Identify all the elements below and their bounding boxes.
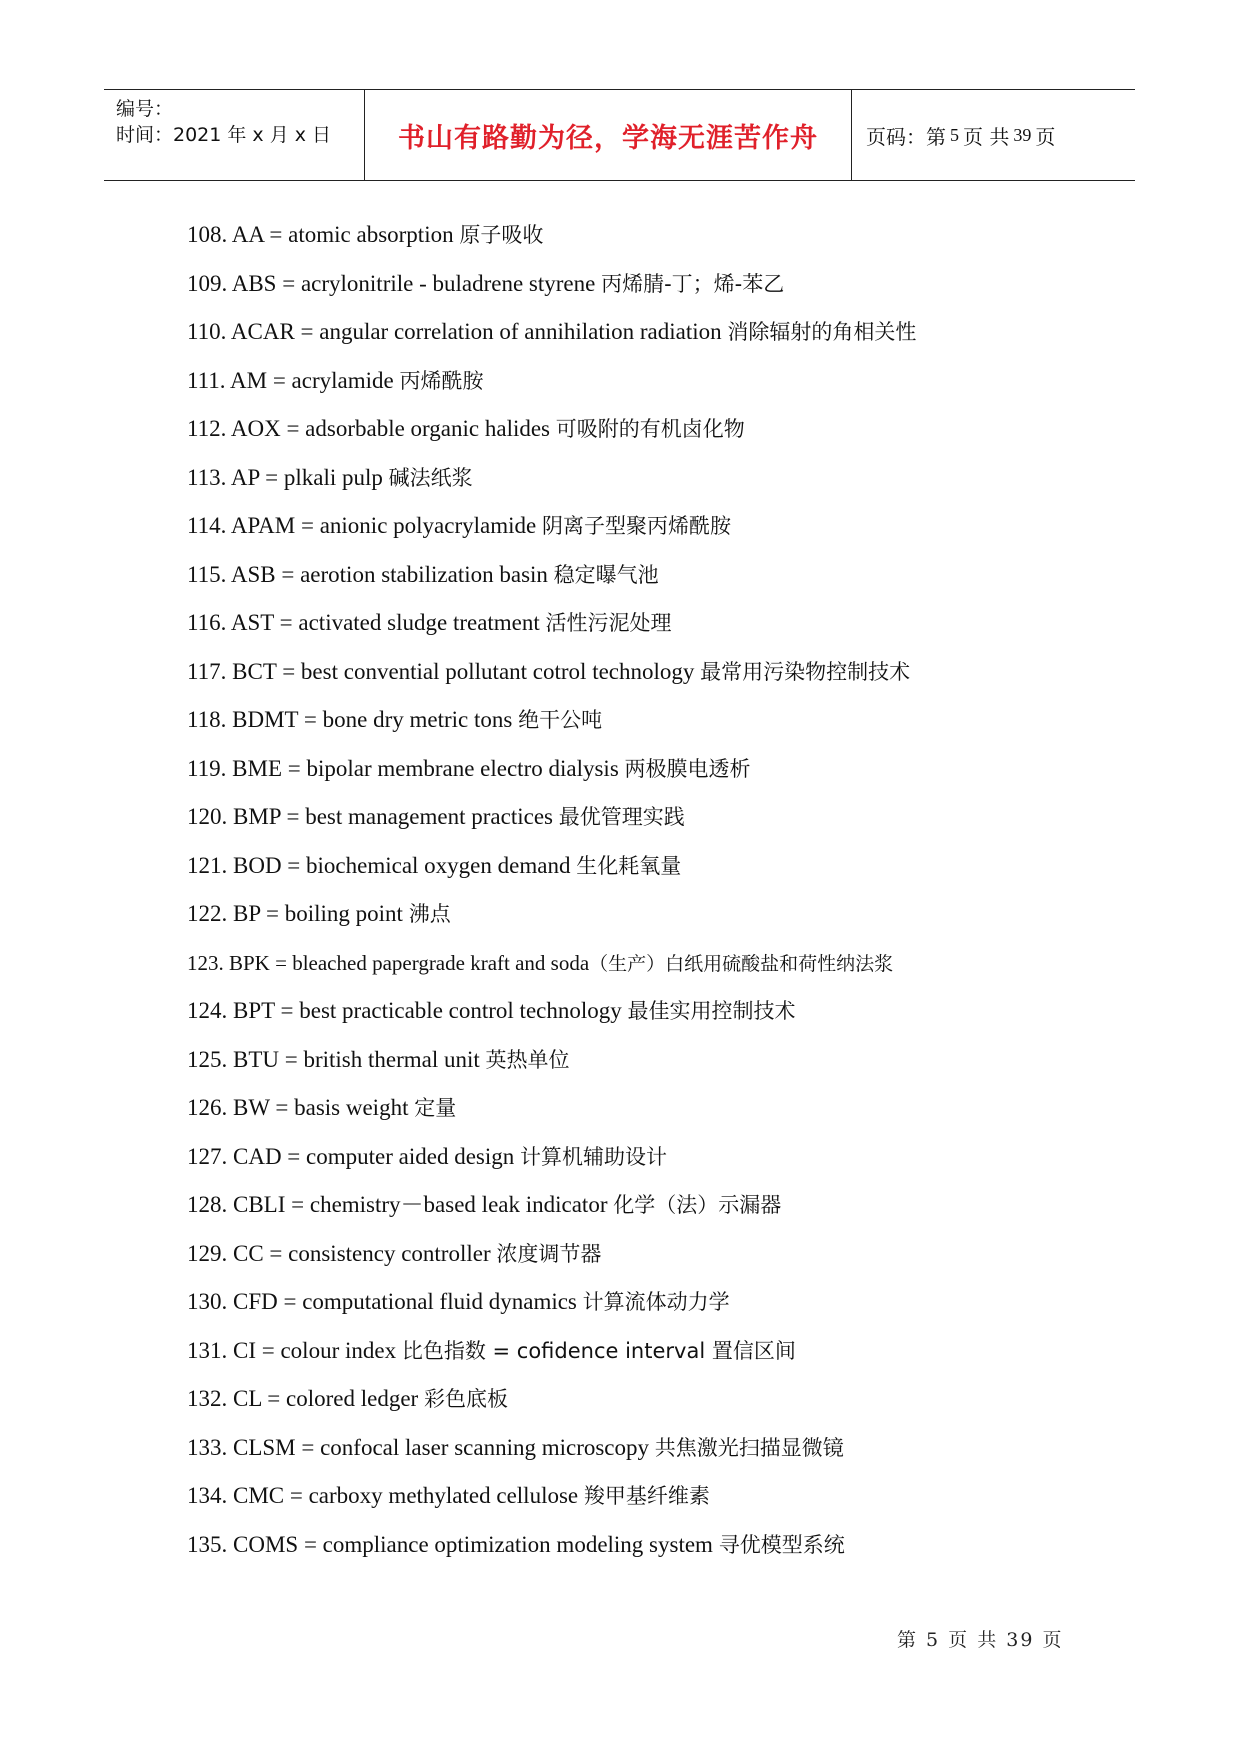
glossary-entry	[187, 897, 1067, 946]
entry-translation: 浓度调节器	[496, 1241, 602, 1266]
glossary-entry	[187, 509, 1067, 558]
entry-translation: 彩色底板	[423, 1387, 508, 1411]
entry-term: 128. CBLI = chemistry－based leak indicator	[187, 1192, 614, 1217]
entry-translation: 碱法纸浆	[388, 465, 473, 490]
entry-term: 108. AA = atomic absorption	[187, 222, 460, 247]
entry-term: 127. CAD = computer aided design	[187, 1143, 520, 1169]
entry-translation: 沸点	[408, 902, 451, 926]
entry-term: 117. BCT = best convential pollutant cotrol technology	[187, 658, 701, 684]
glossary-entry	[187, 1285, 1067, 1334]
entry-term: 134. CMC = carboxy methylated cellulose	[187, 1483, 584, 1508]
entry-translation: 绝干公吨	[518, 708, 603, 732]
glossary-entry	[187, 703, 1067, 752]
glossary-entry	[187, 1382, 1067, 1431]
page-total: 39	[1013, 124, 1032, 145]
entry-term: 112. AOX = adsorbable organic halides	[187, 416, 556, 441]
entry-translation: 两极膜电透析	[624, 756, 751, 781]
glossary-entry	[187, 1431, 1067, 1480]
header-page-info	[852, 90, 1135, 180]
glossary-entry	[187, 800, 1067, 849]
glossary-entry	[187, 364, 1067, 413]
entry-translation: 寻优模型系统	[718, 1532, 845, 1557]
glossary-entry	[187, 1334, 1067, 1383]
glossary-entry	[187, 218, 1067, 267]
entry-translation: 英热单位	[485, 1047, 570, 1072]
glossary-entry	[187, 1091, 1067, 1140]
entry-translation: 阴离子型聚丙烯酰胺	[541, 514, 731, 538]
entry-translation: 原子吸收	[459, 223, 544, 247]
entry-term: 130. CFD = computational fluid dynamics	[187, 1289, 583, 1314]
page-header	[104, 89, 1135, 181]
entry-translation: 可吸附的有机卤化物	[555, 417, 745, 441]
entry-term: 118. BDMT = bone dry metric tons	[187, 707, 519, 732]
entry-term: 115. ASB = aerotion stabilization basin	[187, 561, 554, 587]
document-date: 时间：2021 年 x 月 x 日	[116, 124, 332, 146]
entry-translation: 丙烯酰胺	[399, 368, 484, 393]
entry-translation: 活性污泥处理	[545, 611, 672, 635]
header-info-cell	[104, 90, 365, 180]
entry-term: 124. BPT = best practicable control technology	[187, 998, 628, 1023]
entry-term: 133. CLSM = confocal laser scanning microscopy	[187, 1434, 655, 1460]
entry-translation: 生化耗氧量	[576, 853, 682, 878]
entry-translation: 计算流体动力学	[582, 1290, 730, 1314]
entry-translation: 最佳实用控制技术	[627, 999, 796, 1023]
entry-term: 116. AST = activated sludge treatment	[187, 610, 546, 635]
entry-term: 129. CC = consistency controller	[187, 1240, 497, 1266]
glossary-entry	[187, 461, 1067, 510]
page-middle: 页 共	[963, 124, 1010, 149]
glossary-entry	[187, 1043, 1067, 1092]
entry-translation: 化学（法）示漏器	[613, 1193, 782, 1217]
entry-translation: 消除辐射的角相关性	[727, 320, 917, 344]
entry-translation: 定量	[414, 1096, 457, 1120]
entry-term: 122. BP = boiling point	[187, 901, 409, 926]
glossary-entry	[187, 606, 1067, 655]
document-number-label: 编号：	[116, 98, 174, 120]
entry-term: 131. CI = colour index	[187, 1337, 402, 1363]
entry-term: 111. AM = acrylamide	[187, 367, 400, 393]
glossary-entry	[187, 1237, 1067, 1286]
entry-translation: 最优管理实践	[558, 805, 685, 829]
entry-term: 121. BOD = biochemical oxygen demand	[187, 852, 577, 878]
glossary-entry	[187, 1528, 1067, 1577]
glossary-entry	[187, 315, 1067, 364]
glossary-entry	[187, 1479, 1067, 1528]
glossary-entry	[187, 1188, 1067, 1237]
entry-translation: 羧甲基纤维素	[583, 1484, 710, 1508]
glossary-entry	[187, 558, 1067, 607]
glossary-list	[187, 218, 1067, 1576]
glossary-entry	[187, 849, 1067, 898]
page-footer: 第 5 页 共 39 页	[897, 1629, 1064, 1651]
glossary-entry	[187, 994, 1067, 1043]
entry-term: 132. CL = colored ledger	[187, 1386, 424, 1411]
header-motto: 书山有路勤为径，学海无涯苦作舟	[365, 90, 852, 180]
entry-translation: 稳定曝气池	[553, 562, 659, 587]
page-current: 5	[950, 124, 959, 145]
entry-term: 119. BME = bipolar membrane electro dialysis	[187, 755, 625, 781]
entry-translation: 共焦激光扫描显微镜	[654, 1435, 844, 1460]
glossary-entry	[187, 412, 1067, 461]
entry-term: 135. COMS = compliance optimization modeling system	[187, 1531, 719, 1557]
entry-translation: （生产）白纸用硫酸盐和荷性纳法浆	[589, 952, 894, 975]
entry-term: 113. AP = plkali pulp	[187, 464, 389, 490]
glossary-entry	[187, 752, 1067, 801]
entry-term: 120. BMP = best management practices	[187, 804, 559, 829]
entry-translation: 最常用污染物控制技术	[700, 659, 911, 684]
page-prefix: 页码：第	[866, 124, 946, 149]
entry-term: 110. ACAR = angular correlation of annihilation radiation	[187, 319, 728, 344]
entry-term: 123. BPK = bleached papergrade kraft and soda	[187, 950, 590, 975]
entry-translation: 比色指数 = cofidence interval 置信区间	[401, 1338, 796, 1363]
glossary-entry	[187, 267, 1067, 316]
entry-term: 109. ABS = acrylonitrile - buladrene styrene	[187, 270, 602, 296]
entry-term: 114. APAM = anionic polyacrylamide	[187, 513, 542, 538]
page-suffix: 页	[1035, 124, 1056, 149]
glossary-entry	[187, 1140, 1067, 1189]
glossary-entry	[187, 655, 1067, 704]
entry-translation: 丙烯腈-丁；烯-苯乙	[601, 271, 785, 296]
entry-term: 126. BW = basis weight	[187, 1095, 415, 1120]
glossary-entry	[187, 946, 1067, 995]
entry-term: 125. BTU = british thermal unit	[187, 1046, 486, 1072]
entry-translation: 计算机辅助设计	[520, 1144, 667, 1169]
